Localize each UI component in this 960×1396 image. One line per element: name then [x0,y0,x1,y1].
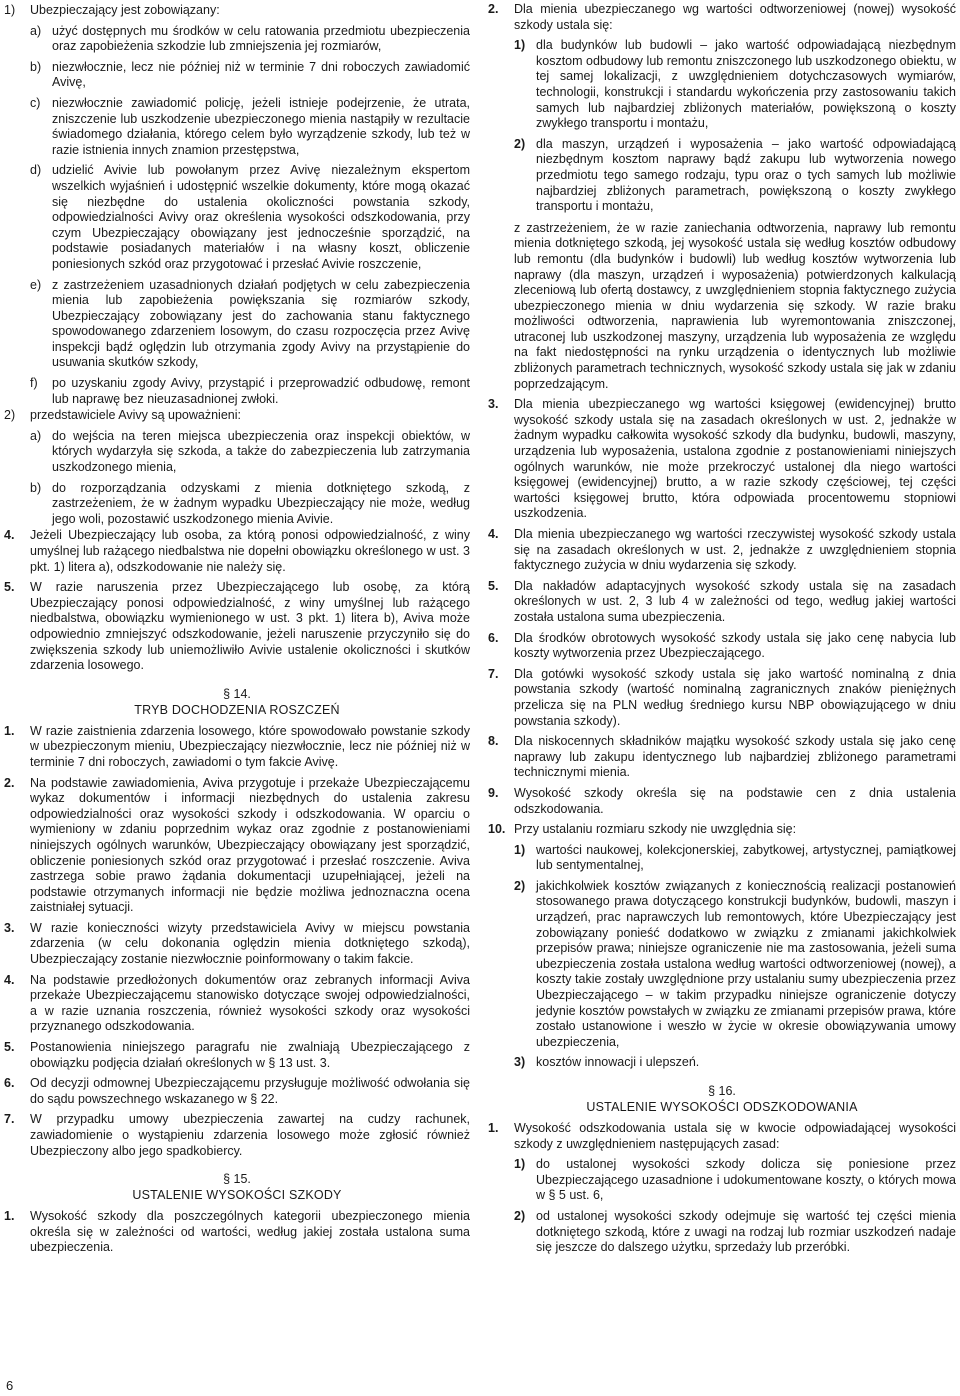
paragraph-text: Przy ustalaniu rozmiaru szkody nie uwzględnia się: [514,822,797,837]
paragraph-text: Dla nakładów adaptacyjnych wysokość szkody ustala się na zasadach określonych w ust. 2, 3 lub 4 w zależności od tego, według jakiej wartości została ustalona suma ubezpieczenia. [514,578,956,624]
numbered-paragraph [488,579,956,626]
sub-point-text: jakichkolwiek kosztów związanych z koniecznością realizacji postanowień stosowanego prawa dotyczącego konstrukcji budynków, budowli, maszyn i urządzeń, prac naprawczych lub remontowych, które Ubezpieczający jest zobowiązany ponieść dodatkowo w związku z zmianami jakichkolwiek przepisów prawa; niniejsze ograniczenie nie ma zastosowania, jeżeli suma ubezpieczenia została ustalona według wartości odtworzeniowej (nowej), a koszty takie zostały uwzględnione przy ustalaniu sumy ubezpieczenia przez Ubezpieczającego – w takim przypadku niniejsze ograniczenie dotyczy jedynie kosztów powstałych w związku ze zmianami przepisów prawa, które zostało ustanowione i weszło w życie w okresie obowiązywania umowy ubezpieczenia, [536,878,956,1049]
paragraph-number: 1) [4,3,16,17]
numbered-paragraph [4,921,470,968]
paragraph-number: 5. [4,580,15,595]
sub-point [514,1157,956,1204]
paragraph-text: W przypadku umowy ubezpieczenia zawartej na cudzy rachunek, zawiadomienie o wystąpieniu zdarzenia losowego może zgłosić również Ubezpieczony albo jego spadkobiercy. [30,1112,470,1158]
sub-point-number: a) [30,23,42,38]
paragraph-number: 6. [488,630,499,645]
paragraph-text: Dla mienia ubezpieczanego wg wartości rzeczywistej wysokość szkody ustala się na zasadach określonych w ust. 2, jednakże z uwzględnieniem stopnia faktycznego zużycia w dniu wydarzenia się szkody. [514,527,956,573]
sub-point-number: a) [30,428,42,443]
numbered-paragraph [488,734,956,781]
paragraph-number: 2. [4,775,15,790]
numbered-paragraph [488,786,956,817]
section-heading [4,686,470,718]
paragraph-number: 3. [488,397,499,412]
paragraph-text: Wysokość odszkodowania ustala się w kwocie odpowiadającej wysokości szkody z uwzględnieniem następujących zasad: [514,1121,956,1151]
sub-clause [4,408,470,527]
paragraph-text: Dla środków obrotowych wysokość szkody ustala się jako cenę nabycia lub koszty wytworzenia przez Ubezpieczającego. [514,630,956,661]
numbered-paragraph [4,580,470,674]
sub-clause [4,3,470,407]
paragraph-text: przedstawiciele Avivy są upoważnieni: [30,408,241,423]
paragraph-number: 4. [488,527,499,541]
section-title: USTALENIE WYSOKOŚCI ODSZKODOWANIA [586,1100,858,1114]
numbered-paragraph [4,1076,470,1107]
sub-point-text: do rozporządzania odzyskami z mienia dotkniętego szkodą, z zastrzeżeniem, że w żadnym wypadku Ubezpieczający nie może, według jego woli, pozostawić uszkodzonego mienia Avivie. [52,480,470,526]
sub-point-text: do ustalonej wysokości szkody dolicza się poniesione przez Ubezpieczającego uzasadnione i udokumentowane koszty, o których mowa w § 5 ust. 6, [536,1157,956,1203]
paragraph-number: 4. [4,528,15,543]
sub-point [514,1055,956,1071]
paragraph-text: Dla mienia ubezpieczanego wg wartości odtworzeniowej (nowej) wysokość szkody ustala się: [514,2,956,32]
sub-point-number: 2) [514,878,526,893]
numbered-paragraph [4,1112,470,1159]
paragraph-text: Od decyzji odmownej Ubezpieczającemu przysługuje możliwość odwołania się do sądu powszechnego wskazanego w § 22. [30,1076,470,1106]
sub-point [514,879,956,1051]
sub-point-number: d) [30,163,42,178]
numbered-paragraph [488,2,956,215]
sub-point-text: wartości naukowej, kolekcjonerskiej, zabytkowej, artystycznej, pamiątkowej lub sentymentalnej, [536,842,956,873]
paragraph-number: 7. [488,666,499,681]
paragraph-text: Jeżeli Ubezpieczający lub osoba, za którą ponosi odpowiedzialność, z winy umyślnej lub rażącego niedbalstwa nie dopełni obowiązku określonego w ust. 3 pkt. 1) litera a), odszkodowanie nie należy się. [30,528,470,574]
section-number: § 15. [223,1172,251,1187]
paragraph-text: Postanowienia niniejszego paragrafu nie zwalniają Ubezpieczającego z obowiązku podjęcia działań określonych w § 13 ust. 3. [30,1040,470,1070]
left-column [4,2,470,1261]
sub-point-number: 1) [514,842,526,857]
numbered-paragraph [488,822,956,1071]
sub-point [30,481,470,528]
paragraph-number: 1. [488,1121,499,1135]
paragraph-number: 9. [488,785,499,800]
sub-point-text: niezwłocznie zawiadomić policję, jeżeli istnieje podejrzenie, że utrata, zniszczenie lub uszkodzenie ubezpieczonego mienia nastąpiły w rezultacie świadomego działania, którego celem było wyrządzenie szkody, lub też w razie istnienia innych znamion przestępstwa, [52,95,470,157]
right-column [488,2,956,1261]
sub-point-text: od ustalonej wysokości szkody odejmuje się wartość tej części mienia dotkniętego szkodą, które z uwagi na rodzaj lub rozmiar uszkodzeń nadaje się jeszcze do dalszego użytku, sprzedaży lub przeróbki. [536,1208,956,1255]
paragraph-text: W razie zaistnienia zdarzenia losowego, które spowodowało powstanie szkody w ubezpieczonym mieniu, Ubezpieczający niezwłocznie, lecz nie później niż w terminie 7 dni roboczych, zawiadomi o tym fakcie Avivę. [30,723,470,769]
section-title: USTALENIE WYSOKOŚCI SZKODY [132,1188,342,1203]
paragraph-number: 2) [4,408,16,423]
paragraph-number: 6. [4,1076,15,1091]
paragraph-text: Na podstawie zawiadomienia, Aviva przygotuje i przekaże Ubezpieczającemu wykaz dokumentów i informacji niezbędnych do ustalenia zakresu odpowiedzialności oraz wysokości szkody i odszkodowania. W oparciu o wymieniony w zdaniu poprzednim wykaz oraz zgodnie z postanowieniami niniejszych ogólnych warunków, Ubezpieczający obowiązany jest sporządzić, obliczenie poniesionych szkód oraz przygotować i przesłać roszczenie. Aviva zastrzega sobie prawo żądania dokumentacji uzupełniającej, jeżeli na podstawie otrzymanych informacji nie będzie możliwa jednoznaczna ocena zaistniałej sytuacji. [30,775,470,915]
sub-point [514,38,956,132]
numbered-paragraph [4,973,470,1035]
numbered-paragraph [488,631,956,662]
sub-point [30,60,470,91]
sub-point-number: 3) [514,1055,526,1070]
numbered-paragraph [4,724,470,771]
paragraph-number: 4. [4,972,15,987]
paragraph-text: Na podstawie przedłożonych dokumentów oraz zebranych informacji Aviva przekaże Ubezpieczającemu stanowisko dotyczące swojej odpowiedzialności, a w razie uznania roszczenia, również wysokości szkody oraz wysokości przyznanego odszkodowania. [30,972,470,1034]
sub-point-number: b) [30,480,42,495]
sub-point-number: 2) [514,1208,526,1223]
numbered-paragraph [488,397,956,522]
sub-point-text: z zastrzeżeniem uzasadnionych działań podjętych w celu zabezpieczenia mienia lub zapobieżenia powiększania się rozmiarów szkody, Ubezpieczający zobowiązany jest do zachowania stanu faktycznego spowodowanego zdarzeniem losowym, do czasu rozpoczęcia przez Avivę inspekcji bądź oględzin lub otrzymania zgody Avivy na przystąpienie do usuwania skutków szkody, [52,277,470,370]
numbered-paragraph [488,1121,956,1256]
sub-point-text: dla budynków lub budowli – jako wartość odpowiadającą niezbędnym kosztom odbudowy lub remontu zniszczonego lub uszkodzonego obiektu, w tej samej lokalizacji, z uwzględnieniem dotychczasowych wymiarów, technologii, konstrukcji i standardu wykończenia przy zastosowaniu takich samych lub najbardziej zbliżonych materiałów, powiększoną o koszty zwykłego transportu i montażu, [536,38,956,131]
numbered-paragraph [4,1040,470,1071]
numbered-paragraph [488,667,956,729]
sub-point-number: b) [30,59,42,74]
sub-point [30,24,470,55]
numbered-paragraph [4,528,470,575]
sub-point-text: dla maszyn, urządzeń i wyposażenia – jako wartość odpowiadającą niezbędnym kosztom naprawy bądź zakupu lub wytworzenia nowego przedmiotu tego samego rodzaju, typu oraz o tych samych lub możliwie najbardziej zbliżonych parametrach, powiększoną o koszty zwykłego transportu i montażu, [536,136,956,214]
section-heading [4,1171,470,1203]
paragraph-number: 1. [4,1209,15,1224]
sub-point-text: po uzyskaniu zgody Avivy, przystąpić i przeprowadzić odbudowę, remont lub naprawę bez nieuzasadnionej zwłoki. [52,376,470,406]
numbered-paragraph [488,527,956,574]
paragraph-text: W razie naruszenia przez Ubezpieczającego lub osobę, za którą Ubezpieczający ponosi odpowiedzialność, z winy umyślnej lub rażącego niedbalstwa, obowiązku wymienionego w ust. 3 pkt. 1) litera b), Aviva może odpowiednio zmniejszyć odszkodowanie, jeżeli naruszenie przyczyniło się do zwiększenia szkody lub uniemożliwiło Avivie ustalenie okoliczności i skutków zdarzenia losowego. [30,580,470,673]
paragraph-number: 8. [488,734,499,749]
sub-point-text: kosztów innowacji i ulepszeń. [536,1055,700,1070]
paragraph-text: Dla gotówki wysokość szkody ustala się jako wartość nominalną z dnia powstania szkody (wartość nominalną zagranicznych znaków pieniężnych przelicza się na PLN według średniego kursu NBP obowiązującego w dniu powstania szkody). [514,666,956,728]
paragraph-number: 3. [4,920,15,935]
paragraph-number: 5. [488,578,499,593]
sub-point [30,163,470,272]
sub-point [514,137,956,215]
sub-point-number: f) [30,376,38,391]
sub-point [514,1209,956,1256]
sub-point-text: udzielić Avivie lub powołanym przez Avivę niezależnym ekspertom wszelkich wyjaśnień i udostępnić wszelkie dokumenty, które mogą okazać się niezbędne do ustalenia okoliczności powstania szkody, odpowiedzialności Avivy oraz określenia wysokości odszkodowania, przy czym Ubezpieczający obowiązany jest jednocześnie sporządzić, na podstawie posiadanych materiałów i na własny koszt, obliczenie poniesionych szkód oraz przygotować i przesłać Avivie roszczenie, [52,163,470,271]
paragraph-text: Dla niskocennych składników majątku wysokość szkody ustala się jako cenę naprawy lub zakupu identycznego lub najbardziej zbliżonego parametrami technicznymi mienia. [514,734,956,780]
paragraph-number: 5. [4,1040,15,1055]
sub-point-text: niezwłocznie, lecz nie później niż w terminie 7 dni roboczych zawiadomić Avivę, [52,59,470,90]
sub-point-number: 1) [514,1157,526,1172]
paragraph-text: Wysokość szkody określa się na podstawie cen z dnia ustalenia odszkodowania. [514,785,956,816]
page-number: 6 [6,1378,14,1393]
paragraph-text: Wysokość szkody dla poszczególnych kategorii ubezpieczonego mienia określa się w zależności od wartości, według jakiej została ustalona suma ubezpieczenia. [30,1209,470,1255]
section-heading [488,1083,956,1115]
section-number: § 14. [223,686,251,701]
sub-point-text: do wejścia na teren miejsca ubezpieczenia oraz inspekcji obiektów, w których wydarzyła się szkoda, a także do zabezpieczenia lub zatrzymania uszkodzonego mienia, [52,428,470,475]
paragraph-number: 7. [4,1112,15,1127]
paragraph-number: 2. [488,2,499,16]
numbered-paragraph [4,776,470,916]
sub-point [30,278,470,372]
paragraph-text: Ubezpieczający jest zobowiązany: [30,3,220,17]
sub-point-number: c) [30,95,41,110]
paragraph-number: 1. [4,723,15,738]
paragraph-text: Dla mienia ubezpieczanego wg wartości księgowej (ewidencyjnej) brutto wysokość szkody ustala się na zasadach określonych w ust. 2, jednakże w żadnym wypadku całkowita wysokość szkody dla budynku, budowli, maszyny, urządzenia lub wyposażenia, ustalona zgodnie z postanowieniami niniejszych ogólnych warunków, nie może przekroczyć ustalonej dla niego wartości księgowej (ewidencyjnej) brutto, a w razie szkody częściowej, tej części wartości księgowej brutto, która odpowiada procentowemu stopniowi uszkodzenia. [514,397,956,521]
sub-point-number: 2) [514,136,526,151]
sub-point-text: użyć dostępnych mu środków w celu ratowania przedmiotu ubezpieczenia oraz zapobieżenia szkodzie lub zmniejszenia jej rozmiarów, [52,23,470,54]
section-title: TRYB DOCHODZENIA ROSZCZEŃ [134,702,340,717]
sub-point [514,843,956,874]
sub-point [30,376,470,407]
sub-point [30,96,470,158]
continuation-text: z zastrzeżeniem, że w razie zaniechania odtworzenia, naprawy lub remontu mienia dotkniętego szkodą, jej wysokość ustala się według kosztów odbudowy lub remontu (dla budynków i budowli) lub według kosztów wytworzenia lub naprawy (dla maszyn, urządzeń i wyposażenia) potwierdzonych kalkulacją zleceniową lub ofertą dostawcy, z uwzględnieniem stopnia faktycznego zużycia ubezpieczonego mienia w dniu wydarzenia się szkody. W razie braku możliwości odtworzenia, naprawienia lub wyremontowania zniszczonej, utraconej lub uszkodzonej maszyny, urządzenia lub wyposażenia ze względu na fakt niedostępności na rynku urządzenia o identycznych lub możliwie zbliżonych parametrach technicznych, wysokość szkody ustala się jak w zdaniu poprzedzającym. [514,220,956,391]
paragraph-text: W razie konieczności wizyty przedstawiciela Avivy w miejscu powstania zdarzenia (w celu dokonania oględzin mienia dotkniętego szkodą), Ubezpieczający zostanie niezwłocznie poinformowany o takim fakcie. [30,920,470,967]
numbered-paragraph [4,1209,470,1256]
sub-point-number: 1) [514,38,526,53]
sub-point [30,429,470,476]
sub-point-number: e) [30,277,42,292]
section-number: § 16. [708,1084,736,1098]
paragraph-number: 10. [488,822,506,837]
